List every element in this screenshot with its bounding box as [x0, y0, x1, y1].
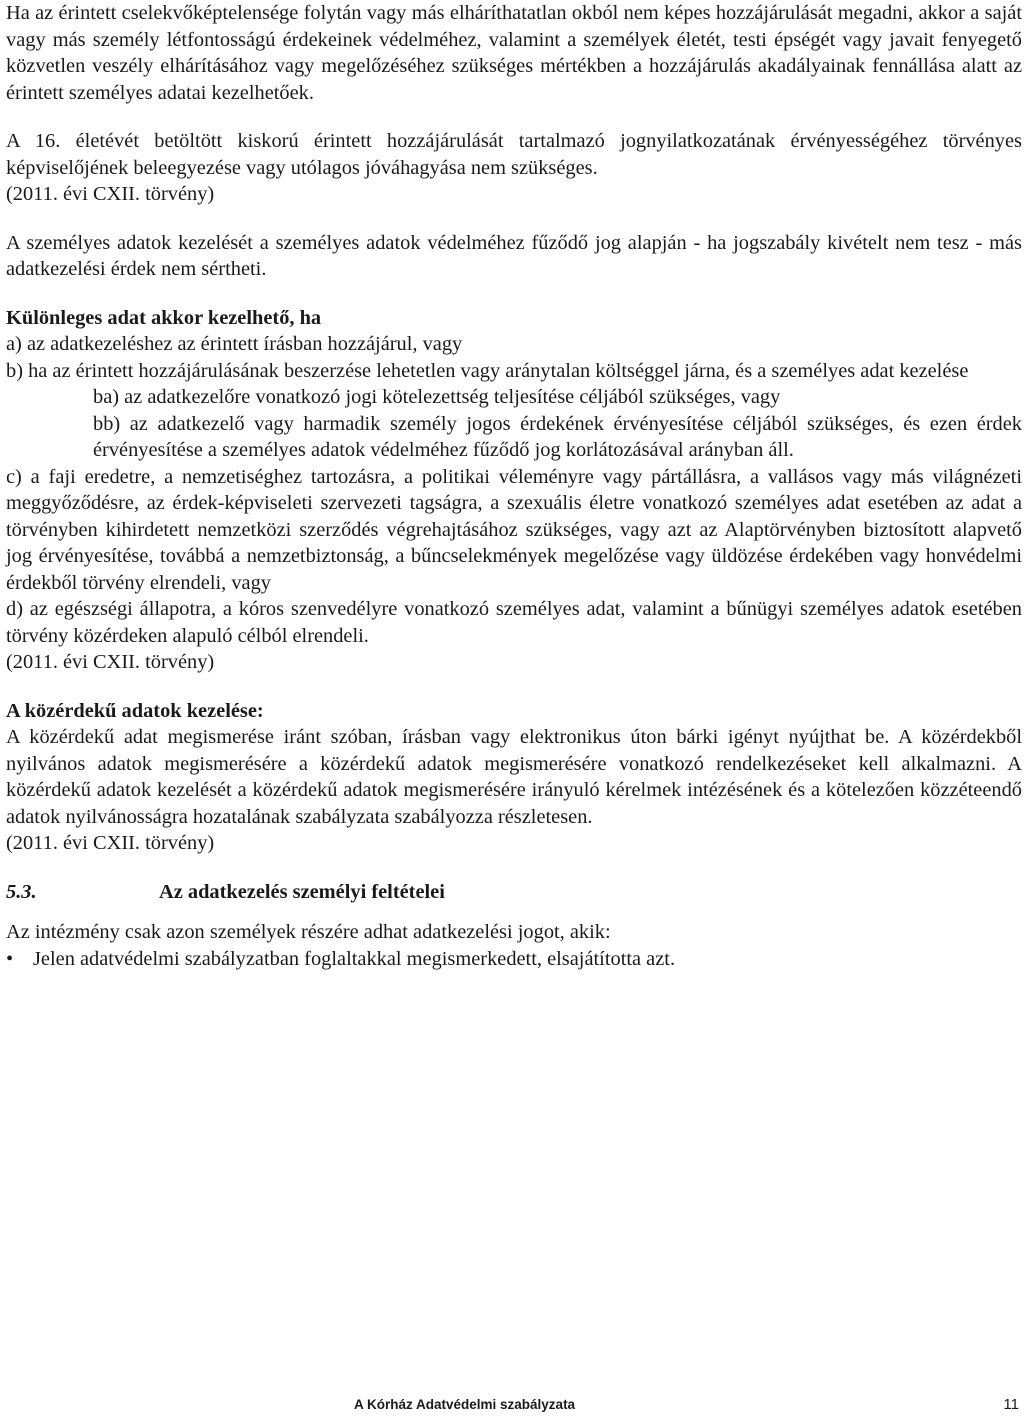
section-heading — [6, 879, 1022, 906]
footer-title: A Kórház Adatvédelmi szabályzata — [354, 1397, 576, 1412]
special-item-c: c) a faji eredetre, a nemzetiséghez tartozásra, a politikai véleményre vagy pártállásra, a vallásos vagy más világnézeti meggyőződésre, az érdek-képviseleti szervezeti tagságra, a szexuális életre vonatkozó személyes adat esetében az adat a törvényben kihirdetett nemzetközi szerződés végrehajtásához szükséges, vagy azt az Alaptörvényben biztosított alapvető jog érvényesítése, továbbá a nemzetbiztonság, a bűncselekmények megelőzése vagy üldözése érdekében vagy honvédelmi érdekből törvény elrendeli, vagy — [6, 465, 1022, 594]
public-data-heading: A közérdekű adatok kezelése: — [6, 699, 264, 722]
section-title: Az adatkezelés személyi feltételei — [159, 880, 445, 903]
list-item-text: Jelen adatvédelmi szabályzatban foglaltakkal megismerkedett, elsajátította azt. — [33, 947, 676, 970]
section-number: 5.3. — [6, 880, 37, 903]
special-item-b: b) ha az érintett hozzájárulásának beszerzése lehetetlen vagy aránytalan költséggel járna, és a személyes adat kezelése — [6, 359, 969, 382]
section-intro: Az intézmény csak azon személyek részére adhat adatkezelési jogot, akik: — [6, 921, 611, 943]
law-reference: (2011. évi CXII. törvény) — [6, 651, 215, 673]
list-item — [6, 946, 1022, 973]
special-data-heading: Különleges adat akkor kezelhető, ha — [6, 306, 322, 329]
public-data-body: A közérdekű adat megismerése iránt szóban, írásban vagy elektronikus úton bárki igényt nyújthat be. A közérdekből nyilvános adatok megismerésére a közérdekű adatok megismerésére vonatkozó rendelkezéseket kell alkalmazni. A közérdekű adatok kezelését a közérdekű adatok megismerésére irányuló kérelmek intézésének és a kötelezően közzéteendő adatok nyilvánosságra hozatalának szabályzata szabályozza részletesen. — [6, 726, 1022, 828]
paragraph-data-protection-right: A személyes adatok kezelését a személyes adatok védelméhez fűződő jog alapján - ha jogszabály kivételt nem tesz - más adatkezelési érdek nem sértheti. — [6, 231, 1022, 280]
bullet-icon: • — [6, 947, 14, 970]
document-page — [6, 0, 1022, 972]
paragraph-minor-consent: A 16. életévét betöltött kiskorú érintett hozzájárulását tartalmazó jognyilatkozatának érvényességéhez törvényes képviselőjének beleegyezése vagy utólagos jóváhagyása nem szükséges. — [6, 130, 1022, 179]
page-number: 11 — [1003, 1396, 1019, 1413]
page-footer — [0, 1394, 1024, 1416]
special-item-a: a) az adatkezeléshez az érintett írásban hozzájárul, vagy — [6, 333, 463, 355]
law-reference: (2011. évi CXII. törvény) — [6, 183, 215, 205]
bullet-list — [6, 946, 1022, 973]
special-item-bb: bb) az adatkezelő vagy harmadik személy jogos érdekének érvényesítése céljából szükséges, és ezen érdek érvényesítése a személyes adatok védelméhez fűződő jog korlátozásával arányban áll. — [93, 412, 1022, 461]
special-item-ba: ba) az adatkezelőre vonatkozó jogi kötelezettség teljesítése céljából szükséges, vagy — [93, 386, 781, 408]
special-item-d: d) az egészségi állapotra, a kóros szenvedélyre vonatkozó személyes adat, valamint a bűnügyi személyes adatok esetében törvény közérdeken alapuló célból elrendeli. — [6, 598, 1022, 647]
law-reference: (2011. évi CXII. törvény) — [6, 832, 215, 854]
paragraph-consent-incapacity: Ha az érintett cselekvőképtelensége folytán vagy más elháríthatatlan okból nem képes hozzájárulását megadni, akkor a saját vagy más személy létfontosságú érdekeinek védelméhez, valamint a személyek életét, testi épségét vagy javait fenyegető közvetlen veszély elhárításához vagy megelőzéséhez szükséges mértékben a hozzájárulás akadályainak fennállása alatt az érintett személyes adatai kezelhetőek. — [6, 2, 1022, 104]
